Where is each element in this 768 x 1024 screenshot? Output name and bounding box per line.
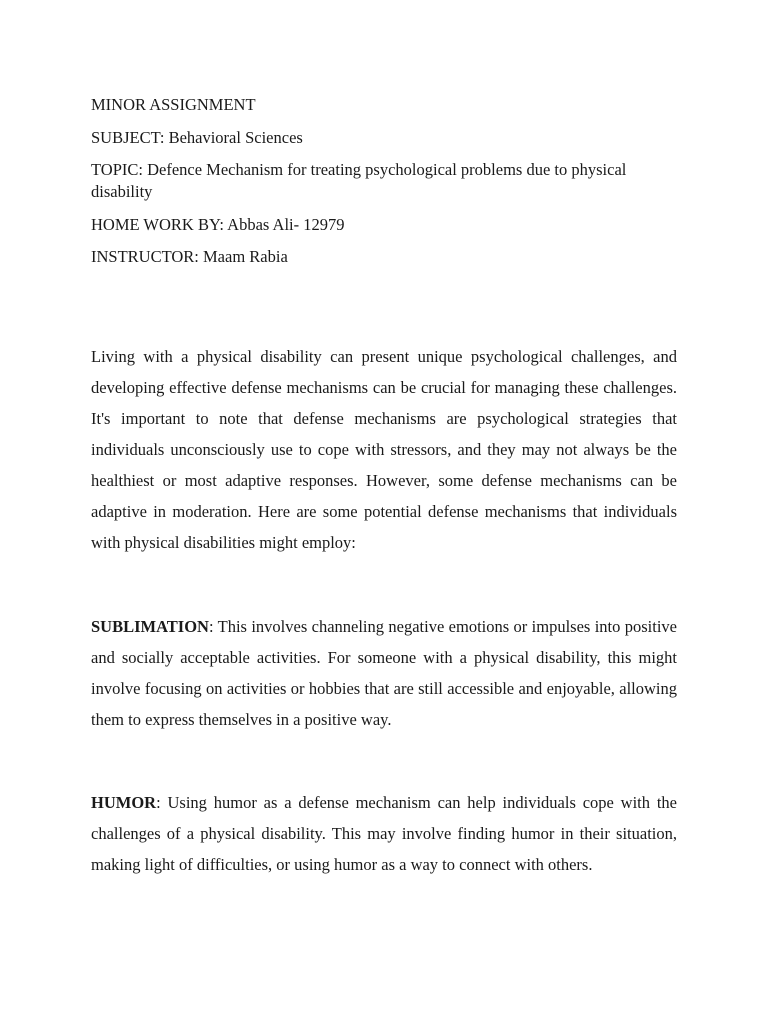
section-term: HUMOR — [91, 793, 157, 812]
homework-by-line: HOME WORK BY: Abbas Ali- 12979 — [91, 214, 345, 234]
section-paragraph — [91, 611, 677, 735]
section-humor — [91, 787, 677, 880]
section-text: : Using humor as a defense mechanism can help individuals cope with the challenges of a physical disability. This may involve finding humor in their situation, making light of difficulties, or using humor as a way to connect with others. — [91, 793, 677, 874]
section-text: : This involves channeling negative emotions or impulses into positive and socially acceptable activities. For someone with a physical disability, this might involve focusing on activities or hobbies that are still accessible and enjoyable, allowing them to express themselves in a positive way. — [91, 617, 677, 729]
intro-text: Living with a physical disability can present unique psychological challenges, and developing effective defense mechanisms can be crucial for managing these challenges. It's important to note that defense mechanisms are psychological strategies that individuals unconsciously use to cope with stressors, and they may not always be the healthiest or most adaptive responses. However, some defense mechanisms can be adaptive in moderation. Here are some potential defense mechanisms that individuals with physical disabilities might employ: — [91, 347, 677, 552]
instructor-line: INSTRUCTOR: Maam Rabia — [91, 247, 288, 266]
intro-paragraph — [91, 341, 677, 558]
section-sublimation — [91, 611, 677, 735]
subject-line: SUBJECT: Behavioral Sciences — [91, 127, 303, 147]
topic-line: TOPIC: Defence Mechanism for treating psychological problems due to physical disability — [91, 160, 627, 201]
assignment-title: MINOR ASSIGNMENT — [91, 95, 256, 114]
assignment-header — [91, 94, 681, 279]
section-term: SUBLIMATION — [91, 617, 209, 636]
section-paragraph — [91, 787, 677, 880]
